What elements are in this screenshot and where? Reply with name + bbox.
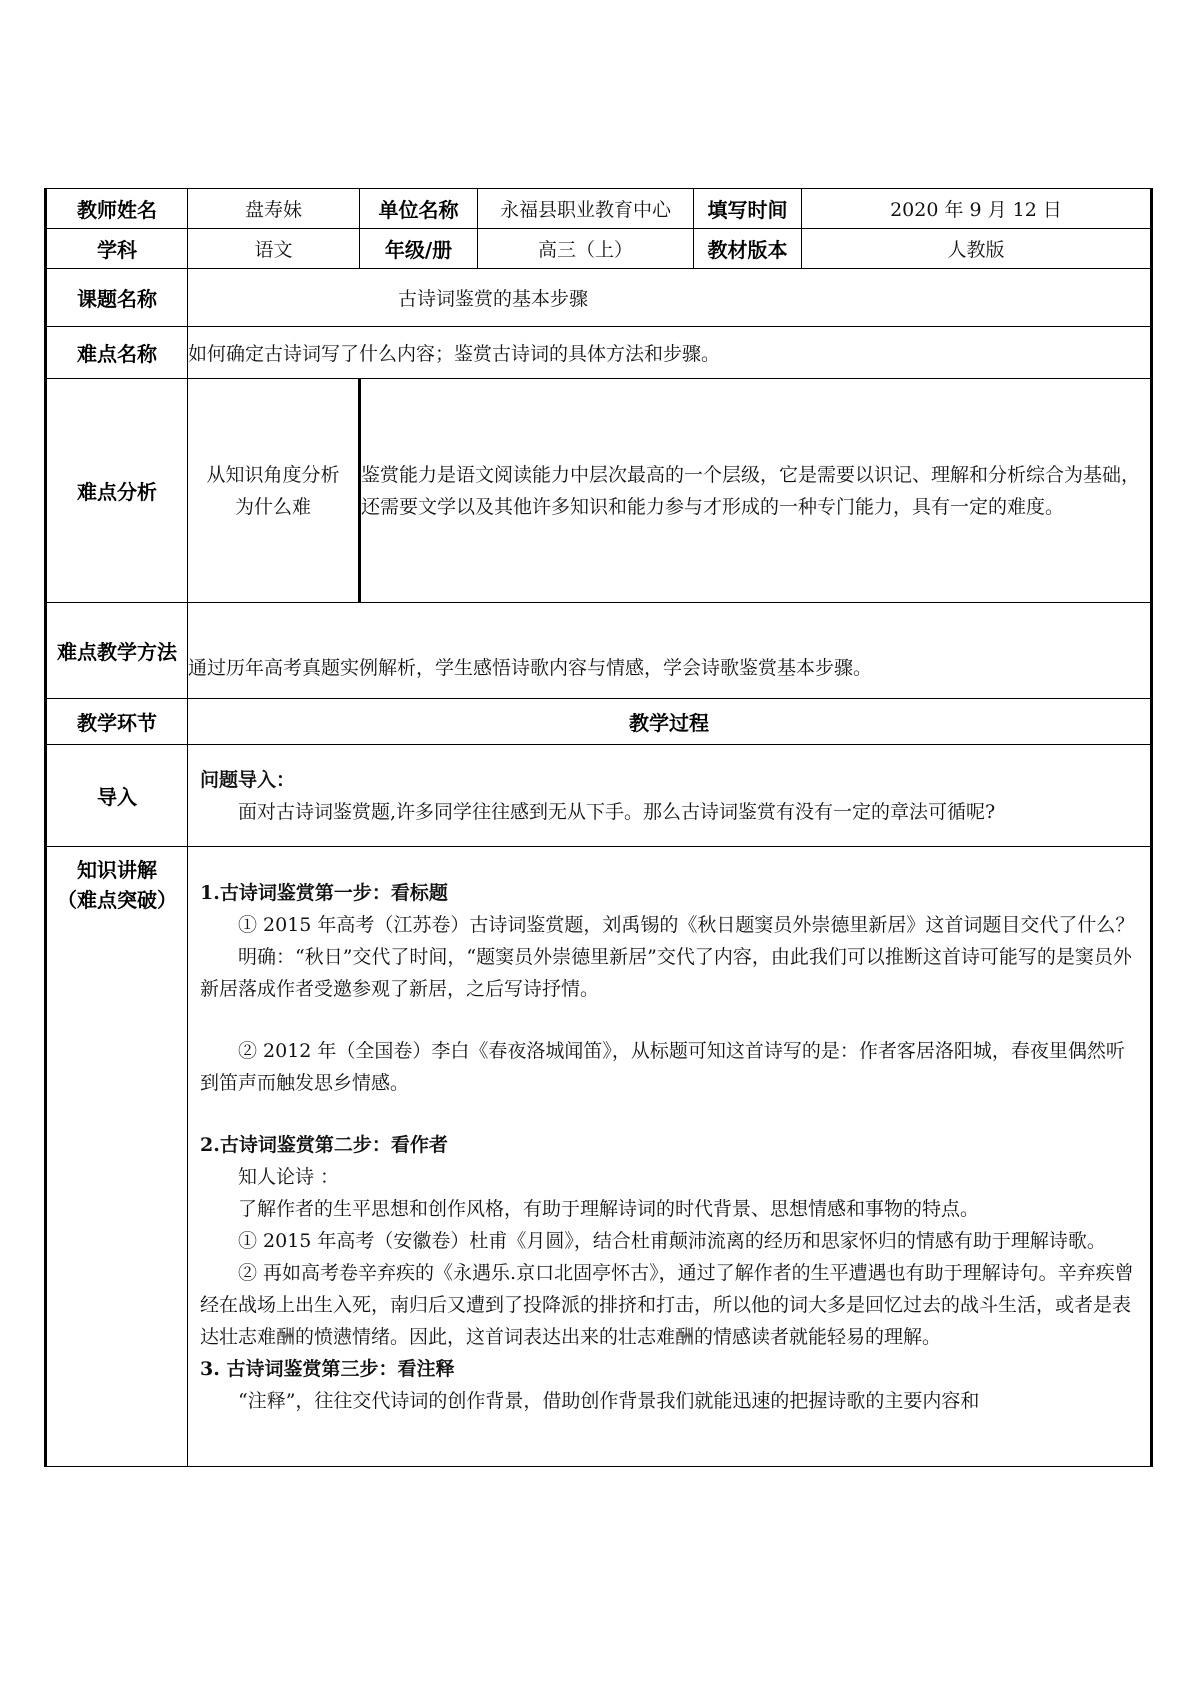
step2-heading: 2.古诗词鉴赏第二步：看作者 xyxy=(200,1134,448,1156)
lesson-plan-table xyxy=(44,188,1153,1467)
topic-label: 课题名称 xyxy=(46,269,188,327)
grade-value: 高三（上） xyxy=(478,229,694,269)
unit-name-label: 单位名称 xyxy=(360,189,478,229)
edition-label: 教材版本 xyxy=(694,229,802,269)
knowledge-row xyxy=(46,847,1152,1467)
intro-row xyxy=(46,745,1152,847)
intro-heading: 问题导入： xyxy=(200,768,296,791)
method-label: 难点教学方法 xyxy=(46,603,188,699)
fill-date-label: 填写时间 xyxy=(694,189,802,229)
step1-paragraph-1: ① 2015 年高考（江苏卷）古诗词鉴赏题，刘禹锡的《秋日题窦员外崇德里新居》这首词题目交代了什么？ xyxy=(238,914,1135,936)
teacher-name-value: 盘寿妹 xyxy=(188,189,360,229)
knowledge-label-line2: （难点突破） xyxy=(57,888,177,912)
grade-label: 年级/册 xyxy=(360,229,478,269)
method-value: 通过历年高考真题实例解析，学生感悟诗歌内容与情感，学会诗歌鉴赏基本步骤。 xyxy=(188,603,1152,699)
header-row-1 xyxy=(46,189,1152,229)
intro-label: 导入 xyxy=(46,745,188,847)
subject-label: 学科 xyxy=(46,229,188,269)
difficulty-row xyxy=(46,327,1152,379)
topic-row xyxy=(46,269,1152,327)
step3-heading: 3. 古诗词鉴赏第三步：看注释 xyxy=(200,1358,455,1380)
step1-paragraph-3: ② 2012 年（全国卷）李白《春夜洛城闻笛》，从标题可知这首诗写的是：作者客居洛阳城，春夜里偶然听到笛声而触发思乡情感。 xyxy=(200,1040,1125,1094)
spacer xyxy=(200,1099,1138,1129)
subject-value: 语文 xyxy=(188,229,360,269)
difficulty-value: 如何确定古诗词写了什么内容；鉴赏古诗词的具体方法和步骤。 xyxy=(188,327,1152,379)
header-row-2 xyxy=(46,229,1152,269)
analysis-value: 鉴赏能力是语文阅读能力中层次最高的一个层级，它是需要以识记、理解和分析综合为基础，还需要文学以及其他许多知识和能力参与才形成的一种专门能力，具有一定的难度。 xyxy=(360,379,1152,603)
analysis-label: 难点分析 xyxy=(46,379,188,603)
unit-name-value: 永福县职业教育中心 xyxy=(478,189,694,229)
knowledge-label xyxy=(46,847,188,1467)
topic-value: 古诗词鉴赏的基本步骤 xyxy=(188,269,1152,327)
teacher-name-label: 教师姓名 xyxy=(46,189,188,229)
intro-text: 面对古诗词鉴赏题,许多同学往往感到无从下手。那么古诗词鉴赏有没有一定的章法可循呢? xyxy=(238,800,996,823)
step1-paragraph-2: 明确：“秋日”交代了时间，“题窦员外崇德里新居”交代了内容，由此我们可以推断这首诗可能写的是窦员外新居落成作者受邀参观了新居，之后写诗抒情。 xyxy=(200,946,1132,1000)
process-label: 教学过程 xyxy=(188,699,1152,745)
edition-value: 人教版 xyxy=(802,229,1152,269)
knowledge-label-line1: 知识讲解 xyxy=(77,858,157,882)
method-row xyxy=(46,603,1152,699)
step2-paragraph-2: 了解作者的生平思想和创作风格，有助于理解诗词的时代背景、思想情感和事物的特点。 xyxy=(238,1198,980,1220)
spacer xyxy=(200,1005,1138,1035)
knowledge-content xyxy=(188,847,1152,1467)
analysis-row xyxy=(46,379,1152,603)
step1-heading: 1.古诗词鉴赏第一步：看标题 xyxy=(200,882,448,904)
difficulty-label: 难点名称 xyxy=(46,327,188,379)
analysis-sublabel: 从知识角度分析为什么难 xyxy=(188,379,360,603)
intro-content xyxy=(188,745,1152,847)
stage-label: 教学环节 xyxy=(46,699,188,745)
process-header-row xyxy=(46,699,1152,745)
step2-paragraph-3: ① 2015 年高考（安徽卷）杜甫《月圆》，结合杜甫颠沛流离的经历和思家怀归的情感有助于理解诗歌。 xyxy=(238,1230,1106,1252)
step2-paragraph-1: 知人论诗 ： xyxy=(238,1166,340,1188)
fill-date-value: 2020 年 9 月 12 日 xyxy=(802,189,1152,229)
step3-paragraph-1: “注释”，往往交代诗词的创作背景，借助创作背景我们就能迅速的把握诗歌的主要内容和 xyxy=(238,1390,980,1412)
step2-paragraph-4: ② 再如高考卷辛弃疾的《永遇乐.京口北固亭怀古》，通过了解作者的生平遭遇也有助于理解诗句。辛弃疾曾经在战场上出生入死，南归后又遭到了投降派的排挤和打击，所以他的词大多是回忆过去的战斗生活，或者是表达壮志难酬的愤懑情绪。因此，这首词表达出来的壮志难酬的情感读者就能轻易的理解。 xyxy=(200,1262,1134,1348)
